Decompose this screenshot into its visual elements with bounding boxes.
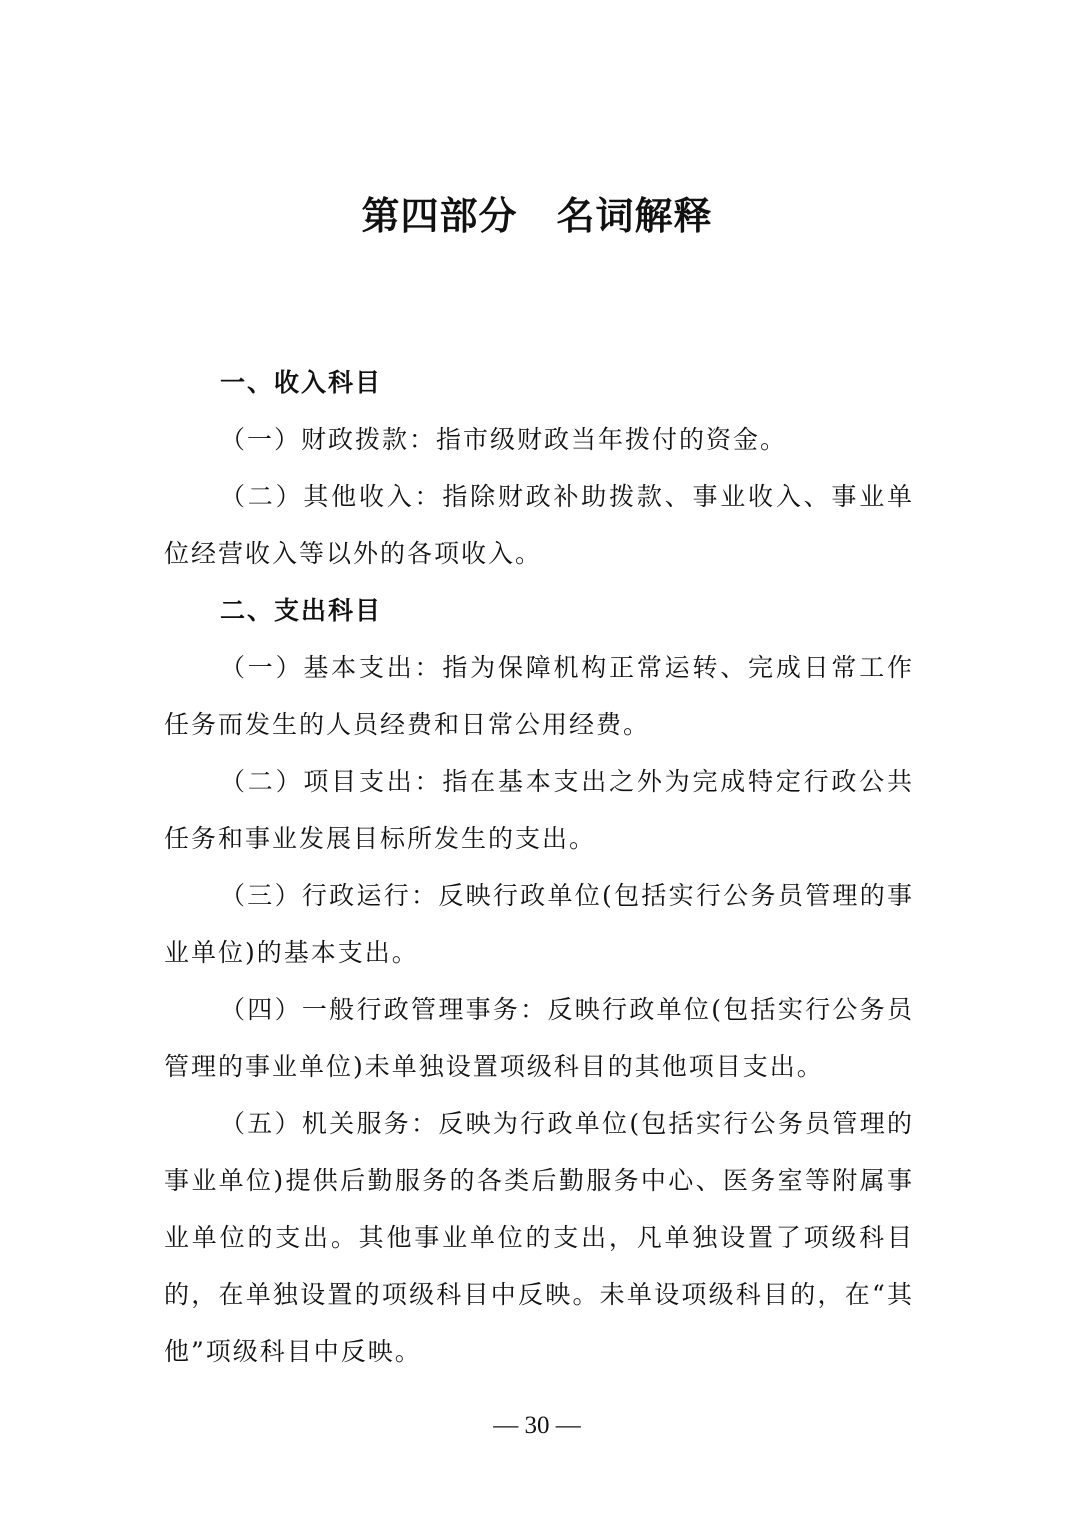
paragraph-fiscal-appropriation: （一）财政拨款：指市级财政当年拨付的资金。 xyxy=(220,425,788,454)
paragraph-administrative-operation: （三）行政运行：反映行政单位(包括实行公务员管理的事业单位)的基本支出。 xyxy=(164,881,914,967)
section-heading-income: 一、收入科目 xyxy=(220,368,383,397)
page-number: — 30 — xyxy=(493,1412,581,1439)
paragraph-project-expenditure: （二）项目支出：指在基本支出之外为完成特定行政公共任务和事业发展目标所发生的支出。 xyxy=(164,767,914,853)
document-body xyxy=(164,354,914,1380)
paragraph-basic-expenditure: （一）基本支出：指为保障机构正常运转、完成日常工作任务而发生的人员经费和日常公用经费。 xyxy=(164,653,914,739)
section-heading-expenditure: 二、支出科目 xyxy=(220,596,383,625)
paragraph-agency-services: （五）机关服务：反映为行政单位(包括实行公务员管理的事业单位)提供后勤服务的各类后勤服务中心、医务室等附属事业单位的支出。其他事业单位的支出，凡单独设置了项级科目的，在单独设置的项级科目中反映。未单设项级科目的，在“其他”项级科目中反映。 xyxy=(164,1109,914,1366)
page-title: 第四部分 名词解释 xyxy=(361,194,713,238)
paragraph-general-admin-affairs: （四）一般行政管理事务：反映行政单位(包括实行公务员管理的事业单位)未单独设置项级科目的其他项目支出。 xyxy=(164,995,914,1081)
paragraph-other-income: （二）其他收入：指除财政补助拨款、事业收入、事业单位经营收入等以外的各项收入。 xyxy=(164,482,914,568)
